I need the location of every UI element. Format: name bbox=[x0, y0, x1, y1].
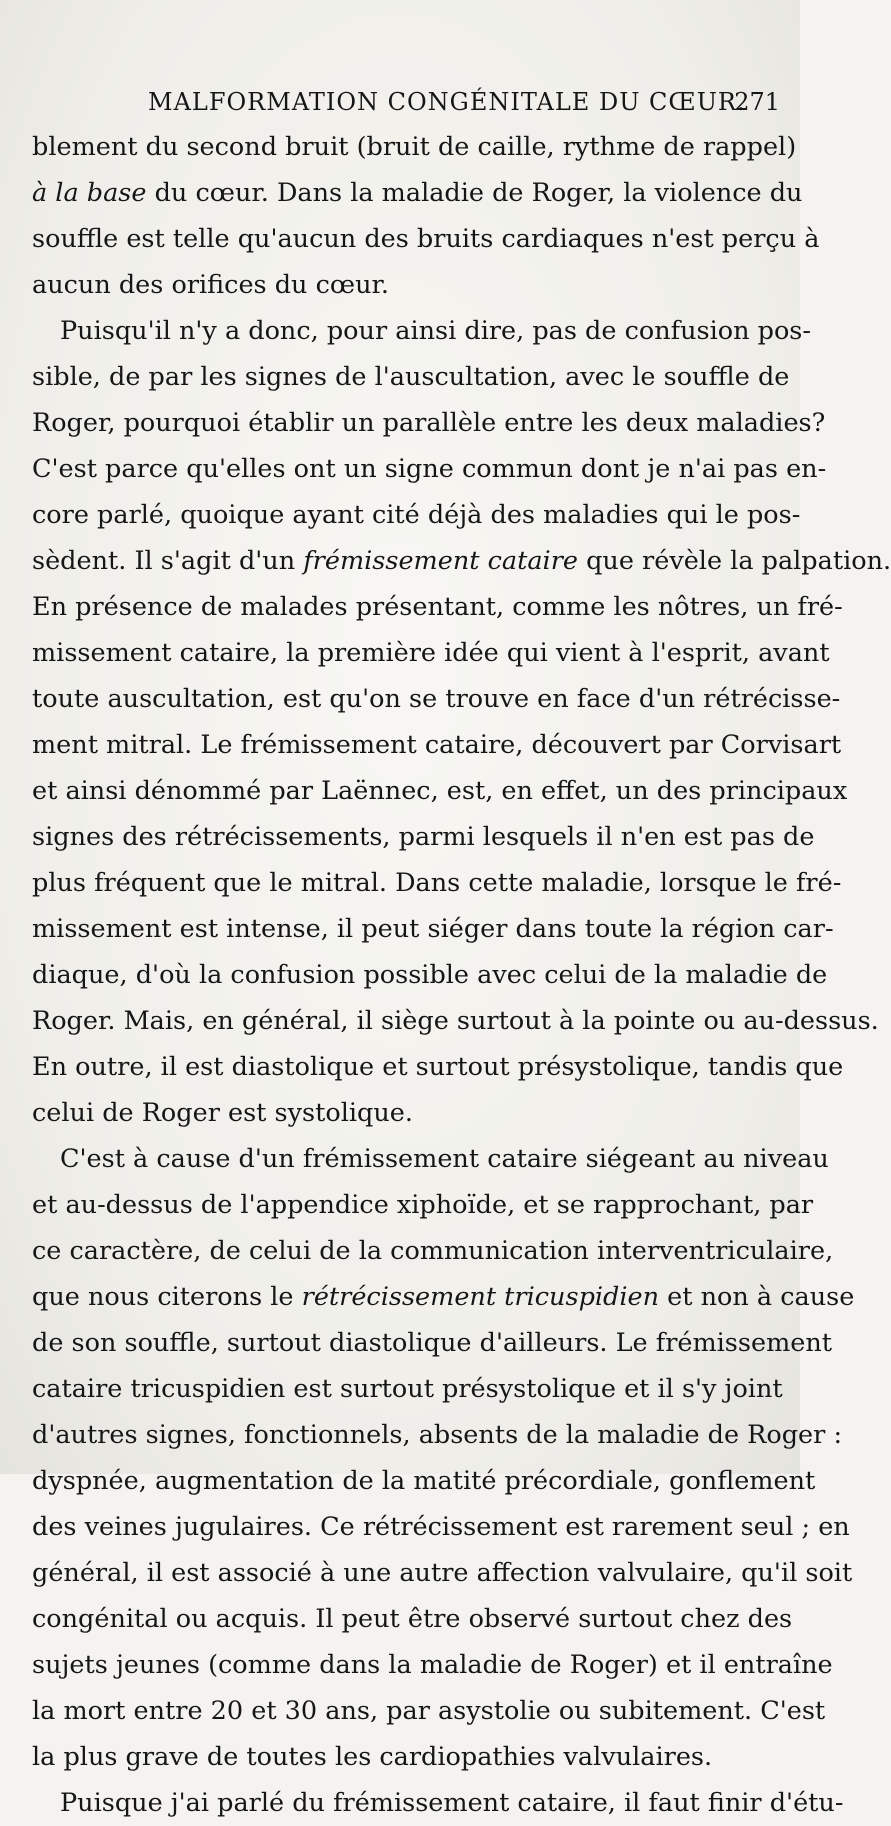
text-line bbox=[32, 768, 848, 814]
page-header bbox=[32, 88, 780, 118]
text-line bbox=[32, 1596, 793, 1642]
text-segment: Puisqu'il n'y a donc, pour ainsi dire, pas de confusion pos- bbox=[60, 316, 811, 346]
text-line bbox=[32, 216, 820, 262]
text-segment: la plus grave de toutes les cardiopathies valvulaires. bbox=[32, 1742, 713, 1772]
text-segment: C'est à cause d'un frémissement cataire siégeant au niveau bbox=[60, 1144, 829, 1174]
text-line bbox=[32, 722, 842, 768]
text-segment: Puisque j'ai parlé du frémissement cataire, il faut finir d'étu- bbox=[60, 1788, 844, 1818]
text-segment: missement cataire, la première idée qui vient à l'esprit, avant bbox=[32, 638, 830, 668]
text-line bbox=[32, 998, 879, 1044]
running-title: MALFORMATION CONGÉNITALE DU CŒUR. bbox=[148, 88, 746, 116]
italic-term: frémissement cataire bbox=[303, 546, 578, 576]
text-line bbox=[32, 354, 790, 400]
text-line bbox=[32, 170, 803, 216]
text-segment: du cœur. Dans la maladie de Roger, la violence du bbox=[146, 178, 803, 208]
text-segment: sible, de par les signes de l'auscultation, avec le souffle de bbox=[32, 362, 790, 392]
text-segment: En présence de malades présentant, comme les nôtres, un fré- bbox=[32, 592, 843, 622]
text-segment: dyspnée, augmentation de la matité précordiale, gonflement bbox=[32, 1466, 816, 1496]
text-segment: Roger. Mais, en général, il siège surtout à la pointe ou au-dessus. bbox=[32, 1006, 879, 1036]
text-segment: toute auscultation, est qu'on se trouve en face d'un rétrécisse- bbox=[32, 684, 841, 714]
text-line bbox=[32, 1044, 844, 1090]
text-line bbox=[32, 1734, 760, 1780]
text-line bbox=[32, 262, 760, 308]
text-line bbox=[32, 1412, 843, 1458]
text-line bbox=[32, 400, 826, 446]
text-segment: général, il est associé à une autre affection valvulaire, qu'il soit bbox=[32, 1558, 853, 1588]
body-text bbox=[32, 124, 891, 1826]
text-segment: et au-dessus de l'appendice xiphoïde, et se rapprochant, par bbox=[32, 1190, 814, 1220]
text-line bbox=[32, 814, 815, 860]
text-line bbox=[32, 1228, 834, 1274]
text-segment: la mort entre 20 et 30 ans, par asystolie ou subitement. C'est bbox=[32, 1696, 826, 1726]
text-segment: signes des rétrécissements, parmi lesquels il n'en est pas de bbox=[32, 822, 815, 852]
text-line bbox=[32, 584, 843, 630]
text-line bbox=[32, 630, 830, 676]
text-segment: diaque, d'où la confusion possible avec celui de la maladie de bbox=[32, 960, 828, 990]
text-segment: de son souffle, surtout diastolique d'ailleurs. Le frémissement bbox=[32, 1328, 833, 1358]
text-line bbox=[32, 1504, 850, 1550]
text-line bbox=[32, 860, 842, 906]
text-line bbox=[32, 676, 841, 722]
text-segment: que révèle la palpation. bbox=[577, 546, 891, 576]
text-line bbox=[32, 538, 891, 584]
text-line bbox=[32, 1780, 844, 1826]
text-segment: ment mitral. Le frémissement cataire, découvert par Corvisart bbox=[32, 730, 842, 760]
text-line bbox=[32, 906, 834, 952]
text-line bbox=[32, 446, 827, 492]
text-segment: celui de Roger est systolique. bbox=[32, 1098, 413, 1128]
text-segment: d'autres signes, fonctionnels, absents de la maladie de Roger : bbox=[32, 1420, 843, 1450]
text-segment: C'est parce qu'elles ont un signe commun dont je n'ai pas en- bbox=[32, 454, 827, 484]
text-line bbox=[32, 1642, 833, 1688]
text-segment: congénital ou acquis. Il peut être observé surtout chez des bbox=[32, 1604, 793, 1634]
text-segment: sèdent. Il s'agit d'un bbox=[32, 546, 304, 576]
text-line bbox=[32, 1366, 783, 1412]
text-line bbox=[32, 1182, 814, 1228]
italic-term: à la base bbox=[32, 178, 147, 208]
text-segment: aucun des orifices du cœur. bbox=[32, 270, 389, 300]
text-segment: blement du second bruit (bruit de caille, rythme de rappel) bbox=[32, 132, 797, 162]
text-line bbox=[32, 952, 828, 998]
text-segment: ce caractère, de celui de la communication interventriculaire, bbox=[32, 1236, 834, 1266]
text-segment: cataire tricuspidien est surtout présystolique et il s'y joint bbox=[32, 1374, 783, 1404]
text-segment: et non à cause bbox=[659, 1282, 855, 1312]
text-segment: missement est intense, il peut siéger dans toute la région car- bbox=[32, 914, 834, 944]
text-line bbox=[32, 308, 811, 354]
page-number: 271 bbox=[734, 88, 780, 116]
text-line bbox=[32, 124, 797, 170]
text-line bbox=[32, 1274, 855, 1320]
text-line bbox=[32, 1136, 829, 1182]
text-segment: core parlé, quoique ayant cité déjà des maladies qui le pos- bbox=[32, 500, 801, 530]
italic-term: rétrécissement tricuspidien bbox=[301, 1282, 660, 1312]
text-segment: plus fréquent que le mitral. Dans cette maladie, lorsque le fré- bbox=[32, 868, 842, 898]
text-segment: des veines jugulaires. Ce rétrécissement est rarement seul ; en bbox=[32, 1512, 850, 1542]
text-line bbox=[32, 1090, 760, 1136]
text-line bbox=[32, 1458, 816, 1504]
text-line bbox=[32, 1550, 853, 1596]
text-line bbox=[32, 1688, 826, 1734]
text-line bbox=[32, 492, 801, 538]
text-segment: souffle est telle qu'aucun des bruits cardiaques n'est perçu à bbox=[32, 224, 820, 254]
text-segment: sujets jeunes (comme dans la maladie de Roger) et il entraîne bbox=[32, 1650, 833, 1680]
text-segment: que nous citerons le bbox=[32, 1282, 302, 1312]
text-segment: et ainsi dénommé par Laënnec, est, en effet, un des principaux bbox=[32, 776, 848, 806]
text-segment: Roger, pourquoi établir un parallèle entre les deux maladies? bbox=[32, 408, 826, 438]
text-segment: En outre, il est diastolique et surtout présystolique, tandis que bbox=[32, 1052, 844, 1082]
text-line bbox=[32, 1320, 833, 1366]
